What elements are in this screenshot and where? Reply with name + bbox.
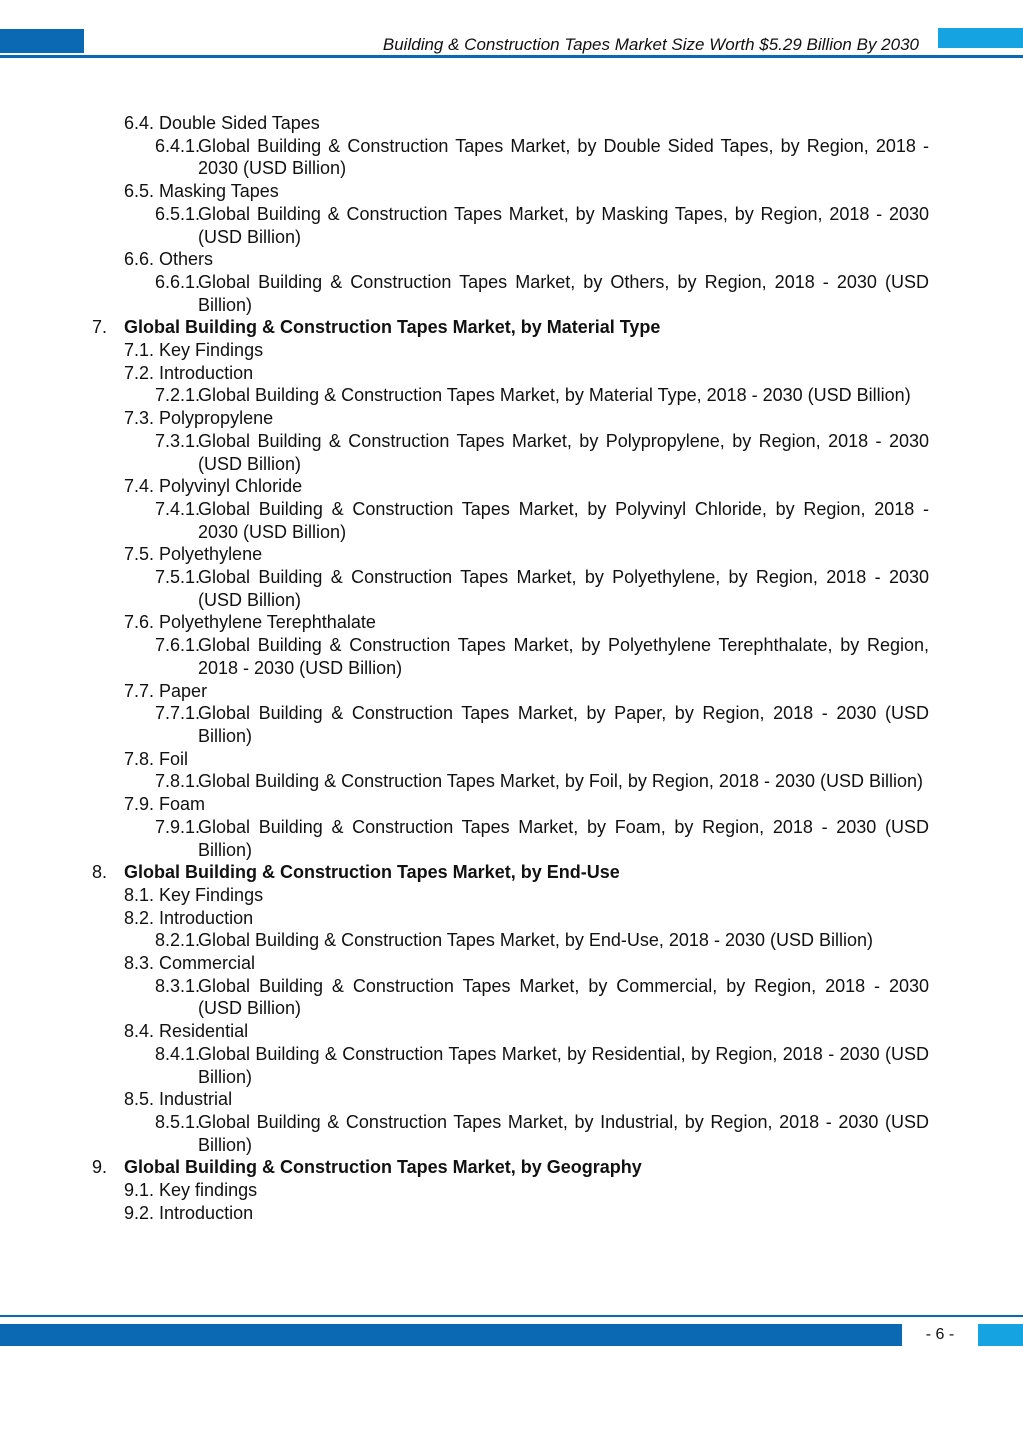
toc-entry-number: 7. <box>92 317 108 338</box>
toc-entry-text: Global Building & Construction Tapes Market, by Foam, by Region, 2018 - 2030 (USD Billion) <box>198 816 929 860</box>
toc-entry-text: Global Building & Construction Tapes Market, by Material Type <box>124 317 661 338</box>
header-title: Building & Construction Tapes Market Size Worth $5.29 Billion By 2030 <box>382 35 919 54</box>
toc-entry-text: Global Building & Construction Tapes Market, by End-Use, 2018 - 2030 (USD Billion) <box>198 930 873 951</box>
toc-entry-number: 7.2.1. <box>155 385 201 406</box>
header-accent-right <box>938 28 1023 48</box>
toc-chapter <box>0 316 1023 339</box>
toc-entry-number: 7.7.1. <box>155 703 201 724</box>
header-accent-left <box>0 29 84 53</box>
toc-entry-number: 8.2.1. <box>155 930 201 951</box>
toc-entry-number: 8.5.1. <box>155 1111 201 1132</box>
toc-section <box>0 611 1023 634</box>
toc-entry-text: Global Building & Construction Tapes Market, by End-Use <box>124 862 620 883</box>
toc-entry-text: 7.4. Polyvinyl Chloride <box>124 476 303 497</box>
toc-entry-text: Global Building & Construction Tapes Market, by Commercial, by Region, 2018 - 2030 (USD Billion) <box>198 975 929 1019</box>
toc-entry-text: Global Building & Construction Tapes Market, by Paper, by Region, 2018 - 2030 (USD Billion) <box>198 703 929 746</box>
toc-entry-text: Global Building & Construction Tapes Market, by Polypropylene, by Region, 2018 - 2030 (USD Billion) <box>198 430 929 474</box>
toc-section <box>0 1088 1023 1111</box>
toc-entry-text: Global Building & Construction Tapes Market, by Material Type, 2018 - 2030 (USD Billion) <box>198 385 911 406</box>
toc-subsection <box>0 430 929 475</box>
toc-entry-text: 6.6. Others <box>124 249 214 270</box>
toc-subsection <box>0 634 929 679</box>
toc-entry-text: 9.2. Introduction <box>124 1202 254 1223</box>
toc-entry-number: 7.9.1. <box>155 816 201 837</box>
toc-section <box>0 793 1023 816</box>
toc-section <box>0 1020 1023 1043</box>
toc-entry-text: 6.5. Masking Tapes <box>124 181 279 202</box>
toc-section <box>0 180 1023 203</box>
toc-section <box>0 884 1023 907</box>
toc-section <box>0 543 1023 566</box>
toc-entry-text: Global Building & Construction Tapes Market, by Polyethylene Terephthalate, by Region, 2018 - 2030 (USD Billion) <box>198 635 929 678</box>
toc-entry-number: 6.4.1. <box>155 135 201 156</box>
toc-entry-number: 8.4.1. <box>155 1043 201 1064</box>
toc-section <box>0 339 1023 362</box>
toc-chapter <box>0 1156 1023 1179</box>
toc-section <box>0 248 1023 271</box>
toc-entry-text: Global Building & Construction Tapes Market, by Masking Tapes, by Region, 2018 - 2030 (USD Billion) <box>198 203 929 247</box>
toc-subsection <box>0 702 929 747</box>
toc-entry-text: 7.7. Paper <box>124 680 208 701</box>
header-divider <box>0 55 1023 58</box>
toc-entry-text: 7.9. Foam <box>124 794 206 815</box>
toc-subsection <box>0 975 929 1020</box>
toc-section <box>0 952 1023 975</box>
toc-entry-text: 8.5. Industrial <box>124 1089 233 1110</box>
toc-section <box>0 407 1023 430</box>
toc-subsection <box>0 929 929 952</box>
toc-section <box>0 680 1023 703</box>
toc-entry-text: Global Building & Construction Tapes Market, by Others, by Region, 2018 - 2030 (USD Billion) <box>198 271 929 315</box>
toc-subsection <box>0 1111 929 1156</box>
toc-subsection <box>0 1043 929 1088</box>
toc-entry-text: 8.3. Commercial <box>124 953 256 974</box>
footer-divider <box>0 1315 1023 1317</box>
toc-entry-text: 7.3. Polypropylene <box>124 408 274 429</box>
toc-entry-number: 8.3.1. <box>155 975 201 996</box>
toc-entry-text: 8.2. Introduction <box>124 907 254 928</box>
toc-entry-number: 7.8.1. <box>155 771 201 792</box>
toc-entry-text: 8.4. Residential <box>124 1021 249 1042</box>
toc-subsection <box>0 816 929 861</box>
toc-entry-number: 7.4.1. <box>155 498 201 519</box>
toc-entry-number: 7.5.1. <box>155 567 201 588</box>
footer-bar <box>0 1324 902 1346</box>
page-number: - 6 - <box>925 1326 955 1343</box>
toc-section <box>0 1179 1023 1202</box>
toc-entry-number: 8. <box>92 862 108 883</box>
toc-section <box>0 907 1023 930</box>
toc-entry-text: Global Building & Construction Tapes Market, by Double Sided Tapes, by Region, 2018 - 2030 (USD Billion) <box>198 135 929 179</box>
table-of-contents <box>0 112 1023 1224</box>
toc-entry-text: Global Building & Construction Tapes Market, by Residential, by Region, 2018 - 2030 (USD Billion) <box>198 1043 929 1087</box>
toc-entry-number: 7.6.1. <box>155 635 201 656</box>
toc-subsection <box>0 498 929 543</box>
toc-subsection <box>0 135 929 180</box>
toc-section <box>0 475 1023 498</box>
toc-entry-number: 9. <box>92 1157 108 1178</box>
toc-entry-text: Global Building & Construction Tapes Market, by Foil, by Region, 2018 - 2030 (USD Billion) <box>198 771 924 792</box>
footer-accent-right <box>978 1324 1023 1346</box>
toc-entry-text: 7.1. Key Findings <box>124 340 264 361</box>
toc-subsection <box>0 566 929 611</box>
toc-subsection <box>0 384 929 407</box>
toc-entry-text: 7.5. Polyethylene <box>124 544 263 565</box>
toc-entry-text: Global Building & Construction Tapes Market, by Polyethylene, by Region, 2018 - 2030 (USD Billion) <box>198 567 929 610</box>
toc-entry-text: 9.1. Key findings <box>124 1180 258 1201</box>
toc-entry-number: 6.6.1. <box>155 271 201 292</box>
toc-subsection <box>0 770 929 793</box>
toc-entry-number: 6.5.1. <box>155 203 201 224</box>
toc-entry-text: Global Building & Construction Tapes Market, by Geography <box>124 1157 642 1178</box>
toc-chapter <box>0 861 1023 884</box>
toc-entry-text: Global Building & Construction Tapes Market, by Industrial, by Region, 2018 - 2030 (USD Billion) <box>198 1111 929 1155</box>
toc-entry-text: 8.1. Key Findings <box>124 884 264 905</box>
toc-section <box>0 1202 1023 1225</box>
toc-entry-text: 7.8. Foil <box>124 748 189 769</box>
toc-section <box>0 362 1023 385</box>
toc-subsection <box>0 203 929 248</box>
toc-entry-number: 7.3.1. <box>155 430 201 451</box>
toc-entry-text: 7.2. Introduction <box>124 362 254 383</box>
toc-section <box>0 748 1023 771</box>
toc-entry-text: Global Building & Construction Tapes Market, by Polyvinyl Chloride, by Region, 2018 - 2030 (USD Billion) <box>198 498 929 542</box>
toc-entry-text: 6.4. Double Sided Tapes <box>124 113 320 133</box>
toc-subsection <box>0 271 929 316</box>
toc-section <box>0 112 1023 135</box>
toc-entry-text: 7.6. Polyethylene Terephthalate <box>124 612 376 633</box>
